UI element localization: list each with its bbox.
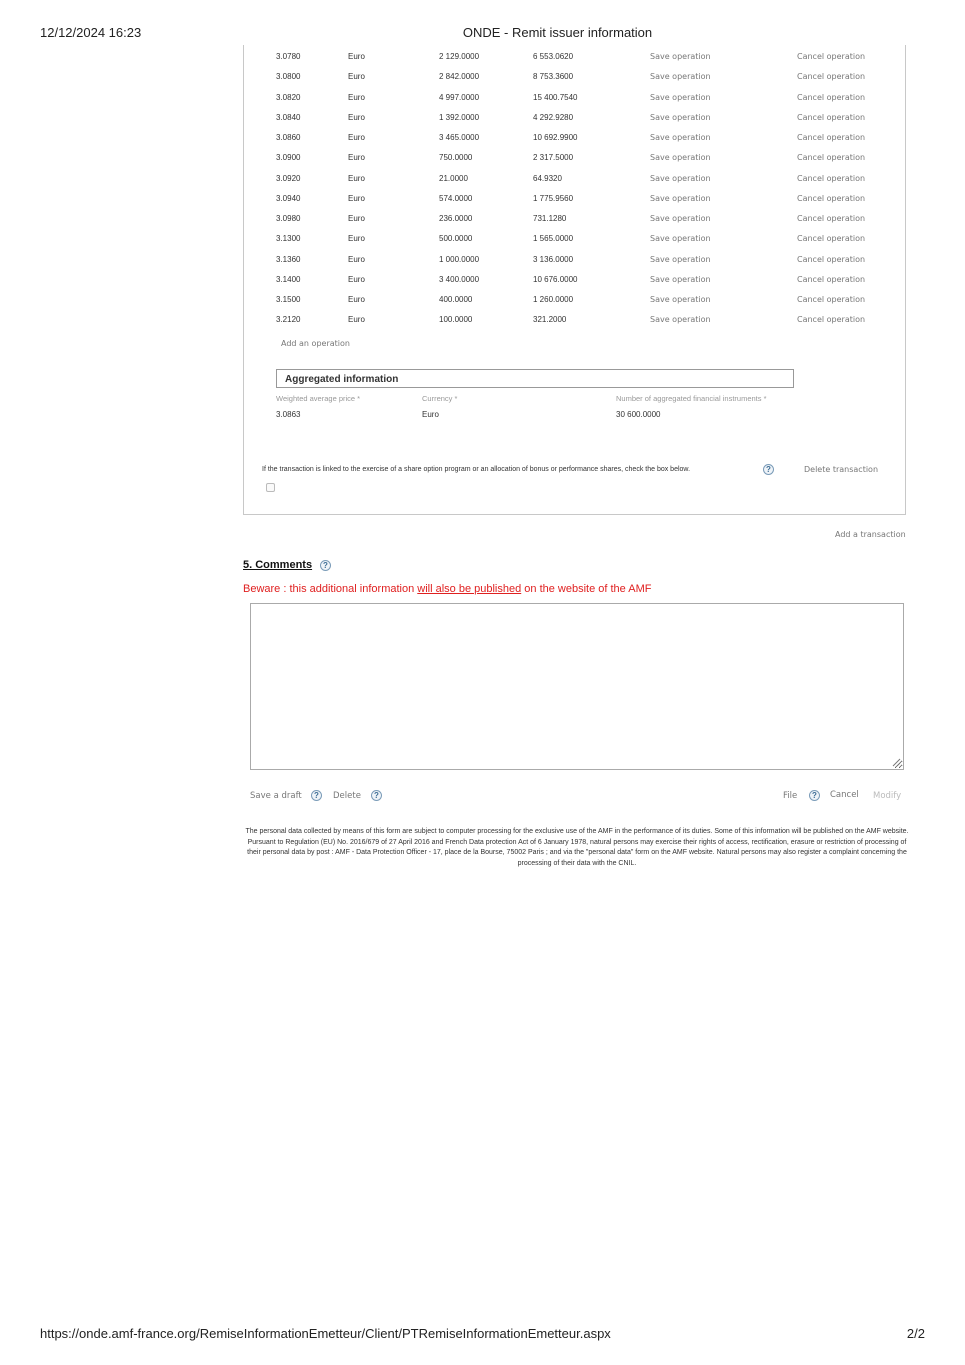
operation-price: 3.1400 <box>276 274 301 284</box>
operation-currency: Euro <box>348 153 365 163</box>
operation-row <box>276 93 896 113</box>
operation-total: 1 565.0000 <box>533 234 574 244</box>
currency-value: Euro <box>422 410 439 419</box>
save-operation-link[interactable]: Save operation <box>650 193 711 203</box>
modify-button[interactable]: Modify <box>873 791 902 801</box>
warning-text-start: Beware : this additional information <box>243 583 418 595</box>
operation-volume: 2 842.0000 <box>439 72 480 82</box>
operation-price: 3.0940 <box>276 193 301 203</box>
save-operation-link[interactable]: Save operation <box>650 214 711 223</box>
operation-row <box>276 295 896 315</box>
cancel-operation-link[interactable]: Cancel operation <box>797 254 866 264</box>
operation-volume: 21.0000 <box>439 173 468 183</box>
operation-volume: 3 400.0000 <box>439 274 480 284</box>
operation-total: 3 136.0000 <box>533 254 574 264</box>
cancel-operation-link[interactable]: Cancel operation <box>797 315 866 325</box>
operation-price: 3.1300 <box>276 234 301 244</box>
currency-label: Currency * <box>422 394 458 403</box>
cancel-operation-link[interactable]: Cancel operation <box>797 133 866 142</box>
operation-currency: Euro <box>348 52 365 61</box>
operation-price: 3.1360 <box>276 254 301 264</box>
operation-price: 3.0840 <box>276 112 301 122</box>
warning-text-end: on the website of the AMF <box>521 583 652 595</box>
file-button[interactable]: File <box>783 791 798 801</box>
share-option-question: If the transaction is linked to the exercise of a share option program or an allocation of bonus or performance shares, check the box below. <box>262 466 691 473</box>
operation-total: 2 317.5000 <box>533 153 574 163</box>
operation-volume: 100.0000 <box>439 315 473 325</box>
operation-total: 8 753.3600 <box>533 72 574 82</box>
operation-price: 3.0860 <box>276 133 301 142</box>
operation-price: 3.0800 <box>276 72 301 82</box>
operation-volume: 4 997.0000 <box>439 92 480 102</box>
weighted-average-price-label: Weighted average price * <box>276 394 361 403</box>
delete-transaction-link[interactable]: Delete transaction <box>804 465 879 474</box>
cancel-operation-link[interactable]: Cancel operation <box>797 72 866 82</box>
operation-total: 321.2000 <box>533 315 567 325</box>
operation-total: 731.1280 <box>533 214 567 223</box>
operation-price: 3.2120 <box>276 315 301 325</box>
operation-row <box>276 72 896 92</box>
operation-total: 15 400.7540 <box>533 92 578 102</box>
operation-row <box>276 214 896 234</box>
cancel-button[interactable]: Cancel <box>830 790 859 800</box>
operation-volume: 574.0000 <box>439 193 473 203</box>
operation-volume: 1 000.0000 <box>439 254 480 264</box>
operation-volume: 236.0000 <box>439 214 473 223</box>
operation-currency: Euro <box>348 133 365 142</box>
cancel-operation-link[interactable]: Cancel operation <box>797 214 866 223</box>
comments-section-title: 5. Comments <box>243 559 313 571</box>
operation-row <box>276 52 896 72</box>
operation-row <box>276 153 896 173</box>
save-operation-link[interactable]: Save operation <box>650 315 711 325</box>
operation-volume: 3 465.0000 <box>439 133 480 142</box>
operation-price: 3.0900 <box>276 153 301 163</box>
operation-volume: 2 129.0000 <box>439 52 480 61</box>
operation-price: 3.0920 <box>276 173 301 183</box>
share-option-checkbox[interactable] <box>266 483 275 492</box>
personal-data-notice: The personal data collected by means of this form are subject to computer processing for the exclusive use of the AMF in the performance of its duties. Some of this information will be published on the AMF website. Pursuant to Regulation (EU) No. 2016/679 of 27 April 2016 and French Data protection Act of 6 January 1978, natural persons may exercise their rights of access, rectification, erasure or restriction of processing of their personal data by post : AMF - Data Protection Officer - 17, place de la Bourse, 75002 Paris ; and via the "personal data" form on the AMF website. Natural persons may also register a complaint concerning the processing of their data with the CNIL. <box>245 828 909 867</box>
operation-currency: Euro <box>348 315 365 325</box>
cancel-operation-link[interactable]: Cancel operation <box>797 92 866 102</box>
operation-total: 64.9320 <box>533 173 562 183</box>
page-number: 2/2 <box>906 1326 925 1341</box>
save-operation-link[interactable]: Save operation <box>650 112 711 122</box>
cancel-operation-link[interactable]: Cancel operation <box>797 234 866 244</box>
publication-warning <box>243 583 651 595</box>
aggregated-volume-value: 30 600.0000 <box>616 410 661 419</box>
operation-price: 3.0780 <box>276 52 301 61</box>
operation-currency: Euro <box>348 92 365 102</box>
operation-currency: Euro <box>348 234 365 244</box>
cancel-operation-link[interactable]: Cancel operation <box>797 112 866 122</box>
operation-row <box>276 113 896 133</box>
operation-row <box>276 315 896 335</box>
cancel-operation-link[interactable]: Cancel operation <box>797 153 866 163</box>
operation-total: 4 292.9280 <box>533 112 574 122</box>
operation-currency: Euro <box>348 295 365 304</box>
save-draft-button[interactable]: Save a draft <box>250 791 302 801</box>
operation-row <box>276 174 896 194</box>
help-icon[interactable]: ? <box>763 464 774 475</box>
print-datetime: 12/12/2024 16:23 <box>40 25 142 40</box>
save-operation-link[interactable]: Save operation <box>650 274 711 284</box>
operation-currency: Euro <box>348 274 365 284</box>
resize-handle-icon[interactable] <box>892 758 901 767</box>
file-help-icon[interactable]: ? <box>809 790 820 801</box>
operation-total: 10 676.0000 <box>533 274 578 284</box>
weighted-average-price-value: 3.0863 <box>276 410 301 419</box>
cancel-operation-link[interactable]: Cancel operation <box>797 295 866 304</box>
operation-row <box>276 234 896 254</box>
delete-help-icon[interactable]: ? <box>371 790 382 801</box>
operation-currency: Euro <box>348 72 365 82</box>
warning-text-emphasis: will also be published <box>417 583 522 595</box>
add-operation-link[interactable]: Add an operation <box>281 339 350 348</box>
operation-row <box>276 255 896 275</box>
cancel-operation-link[interactable]: Cancel operation <box>797 52 866 61</box>
delete-button[interactable]: Delete <box>333 791 361 801</box>
operation-volume: 500.0000 <box>439 234 473 244</box>
save-operation-link[interactable]: Save operation <box>650 153 711 163</box>
operation-total: 1 260.0000 <box>533 295 574 304</box>
operation-row <box>276 133 896 153</box>
operation-volume: 400.0000 <box>439 295 473 304</box>
cancel-operation-link[interactable]: Cancel operation <box>797 173 866 183</box>
operation-currency: Euro <box>348 214 365 223</box>
add-transaction-link[interactable]: Add a transaction <box>835 530 906 539</box>
comments-help-icon[interactable]: ? <box>320 560 331 571</box>
save-operation-link[interactable]: Save operation <box>650 254 711 264</box>
operation-price: 3.0980 <box>276 214 301 223</box>
operation-currency: Euro <box>348 112 365 122</box>
operation-total: 10 692.9900 <box>533 133 578 142</box>
page-title: ONDE - Remit issuer information <box>462 25 653 40</box>
operation-total: 1 775.9560 <box>533 193 574 203</box>
save-operation-link[interactable]: Save operation <box>650 92 711 102</box>
operation-row <box>276 194 896 214</box>
operation-volume: 750.0000 <box>439 153 473 163</box>
save-operation-link[interactable]: Save operation <box>650 295 711 304</box>
operation-row <box>276 275 896 295</box>
save-operation-link[interactable]: Save operation <box>650 52 711 61</box>
save-operation-link[interactable]: Save operation <box>650 234 711 244</box>
operation-price: 3.1500 <box>276 295 301 304</box>
operation-price: 3.0820 <box>276 92 301 102</box>
aggregated-info-header <box>276 369 794 388</box>
page-url: https://onde.amf-france.org/RemiseInformationEmetteur/Client/PTRemiseInformationEmetteur.aspx <box>40 1326 611 1341</box>
comments-textarea[interactable] <box>250 603 904 770</box>
aggregated-info-title: Aggregated information <box>285 374 399 385</box>
save-draft-help-icon[interactable]: ? <box>311 790 322 801</box>
operation-currency: Euro <box>348 173 365 183</box>
aggregated-volume-label: Number of aggregated financial instruments * <box>616 394 767 403</box>
save-operation-link[interactable]: Save operation <box>650 173 711 183</box>
operation-currency: Euro <box>348 193 365 203</box>
operation-volume: 1 392.0000 <box>439 112 480 122</box>
operation-currency: Euro <box>348 254 365 264</box>
cancel-operation-link[interactable]: Cancel operation <box>797 274 866 284</box>
cancel-operation-link[interactable]: Cancel operation <box>797 193 866 203</box>
save-operation-link[interactable]: Save operation <box>650 72 711 82</box>
save-operation-link[interactable]: Save operation <box>650 133 711 142</box>
operation-total: 6 553.0620 <box>533 52 574 61</box>
